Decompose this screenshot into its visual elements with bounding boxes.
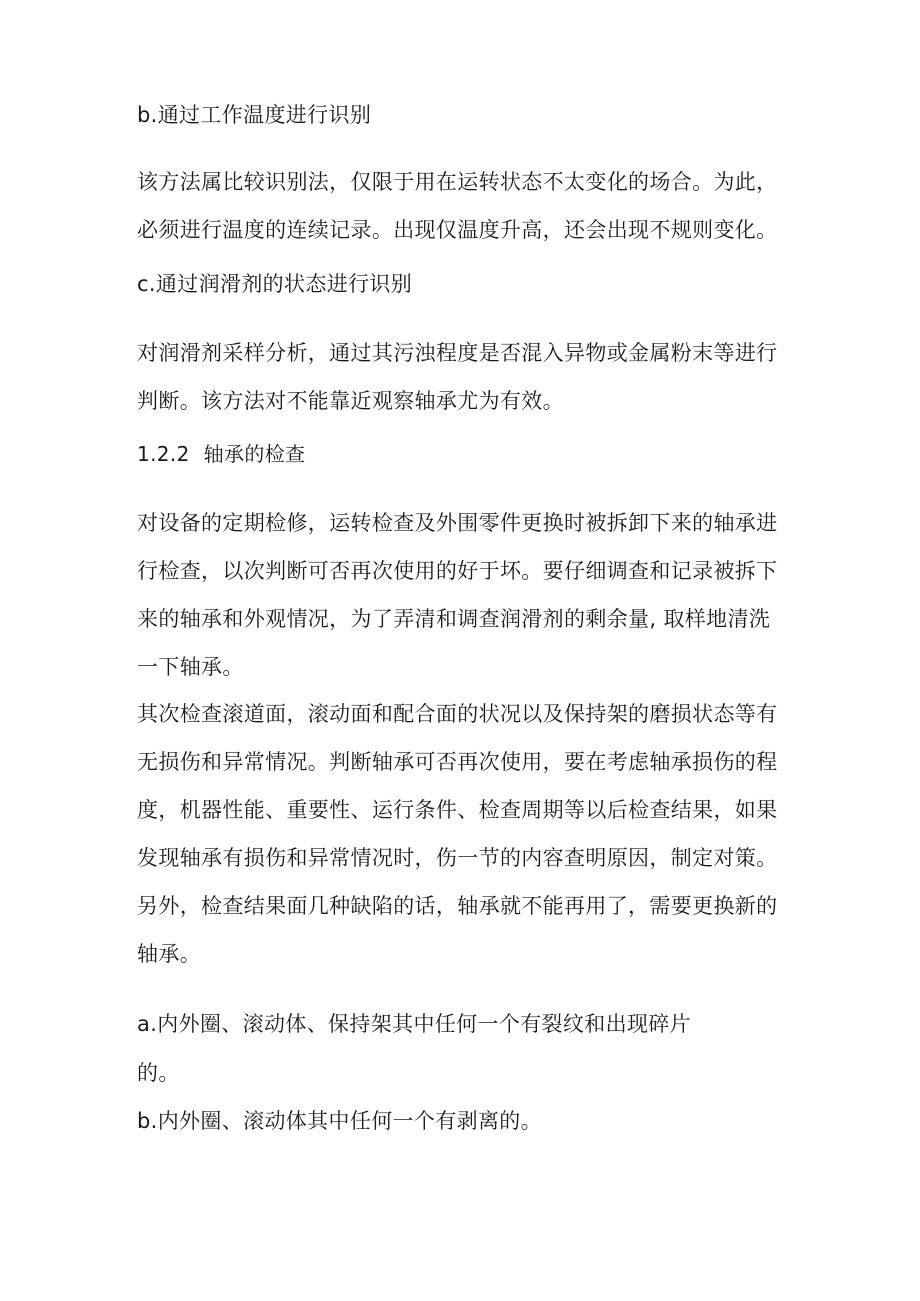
- paragraph-line: 另外，检查结果面几种缺陷的话，轴承就不能再用了，需要更换新的: [137, 894, 778, 918]
- paragraph-line: 一下轴承。: [137, 655, 244, 679]
- paragraph-line: 发现轴承有损伤和异常情况时，伤一节的内容查明原因，制定对策。: [137, 846, 778, 870]
- list-item-b-temperature: b.通过工作温度进行识别: [137, 103, 372, 127]
- list-item-a-cracks: a.内外圈、滚动体、保持架其中任何一个有裂纹和出现碎片: [137, 1012, 691, 1036]
- paragraph-line: 其次检查滚道面，滚动面和配合面的状况以及保持架的磨损状态等有: [137, 702, 778, 726]
- paragraph-line: 轴承。: [137, 942, 202, 966]
- list-item-b-peeling: b.内外圈、滚动体其中任何一个有剥离的。: [137, 1109, 543, 1133]
- paragraph-line: 该方法属比较识别法，仅限于用在运转状态不太变化的场合。为此，: [137, 170, 778, 194]
- paragraph-line: 必须进行温度的连续记录。出现仅温度升高，还会出现不规则变化。: [137, 218, 778, 242]
- paragraph-line: 度，机器性能、重要性、运行条件、检查周期等以后检查结果，如果: [137, 798, 778, 822]
- paragraph-line: 对设备的定期检修，运转检查及外围零件更换时被拆卸下来的轴承进: [137, 511, 778, 535]
- section-title: 轴承的检查: [203, 442, 306, 466]
- paragraph-line: 对润滑剂采样分析，通过其污浊程度是否混入异物或金属粉末等进行: [137, 341, 778, 365]
- section-number: 1.2.2: [137, 442, 190, 466]
- section-heading: [137, 439, 305, 469]
- paragraph-line: 行检查，以次判断可否再次使用的好于坏。要仔细调查和记录被拆下: [137, 559, 778, 583]
- paragraph-line: 来的轴承和外观情况，为了弄清和调查润滑剂的剩余量, 取样地清洗: [137, 607, 771, 631]
- paragraph-line: 判断。该方法对不能靠近观察轴承尤为有效。: [137, 389, 564, 413]
- paragraph-line: 无损伤和异常情况。判断轴承可否再次使用，要在考虑轴承损伤的程: [137, 750, 778, 774]
- list-item-c-lubricant: c.通过润滑剂的状态进行识别: [137, 272, 413, 296]
- list-item-a-cracks-cont: 的。: [137, 1061, 180, 1085]
